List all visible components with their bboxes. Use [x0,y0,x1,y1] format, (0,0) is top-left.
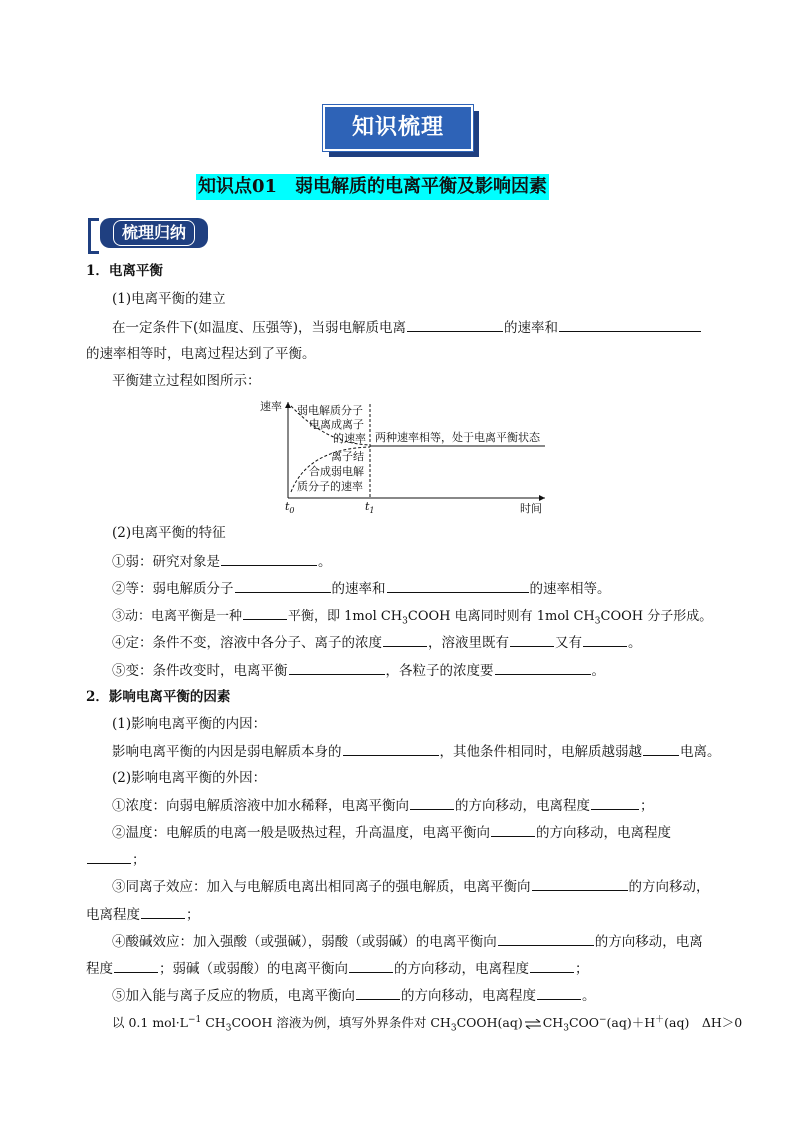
text: 的方向移动， [628,879,710,895]
para-2-3: (2)影响电离平衡的外因： [112,770,267,786]
tag-pill [100,218,208,248]
text: COOH 溶液为例，填写外界条件对 CH [231,1015,451,1030]
text: 电离程度 [86,907,140,923]
para-1-4: 平衡建立过程如图所示： [112,373,261,389]
blank [114,959,158,973]
t0-label: $t_0$ [285,500,295,515]
blank [532,877,628,891]
blank [591,796,639,810]
blank [530,959,574,973]
subscript: 3 [450,1023,457,1034]
blank [343,742,439,756]
text: 的方向移动，电离 [594,934,703,950]
blank [356,986,400,1000]
text: (aq)＋H [606,1015,656,1030]
text: CH [542,1015,564,1030]
superscript: − [599,1014,607,1025]
y-axis-label: 速率 [260,400,282,413]
external-4-cont [86,959,589,978]
upper-label-1: 弱电解质分子 [297,404,363,417]
feature-5 [112,661,605,680]
section-title: 知识梳理 [323,105,473,151]
external-5 [112,986,596,1005]
text: ②等：弱电解质分子 [112,581,234,597]
text: 的速率和 [504,320,559,336]
text: 以 0.1 mol·L [112,1015,188,1030]
text: 的速率和 [331,581,386,597]
blank [221,552,317,566]
subscript: 3 [402,616,408,627]
subscript: 3 [594,616,601,627]
lower-label-1: 离子结 [331,450,364,463]
text: COO [568,1015,599,1030]
equilibrium-label: 两种速率相等，处于电离平衡状态 [375,431,540,444]
para-2-1: (1)影响电离平衡的内因： [112,716,267,732]
para-1-2 [112,318,702,337]
superscript: −1 [187,1014,202,1025]
upper-label-3: 的速率 [333,432,366,445]
text: CH [201,1015,226,1030]
section-title-box [323,105,473,151]
text: 影响电离平衡的内因是弱电解质本身的 [112,744,342,760]
text: 的方向移动，电离程度 [536,825,671,841]
external-1 [112,796,654,815]
x-axis-label: 时间 [520,502,542,515]
text: 程度 [86,961,113,977]
equilibrium-diagram [255,396,555,516]
para-1-3: 的速率相等时，电离过程达到了平衡。 [86,346,316,362]
feature-4 [112,633,642,652]
text: 的方向移动，电离程度 [401,988,536,1004]
para-features: (2)电离平衡的特征 [112,525,226,541]
knowledge-point-title: 知识点01 弱电解质的电离平衡及影响因素 [196,174,549,200]
text: ； [132,852,146,868]
external-3 [112,877,710,896]
subscript: 3 [225,1023,232,1034]
text: ⑤变：条件改变时，电离平衡 [112,663,288,679]
blank [643,742,679,756]
text: 。 [318,554,332,570]
blank [383,633,427,647]
summary-tag [88,218,212,250]
heading-1: 1．电离平衡 [86,263,163,279]
lower-label-2: 合成弱电解 [309,465,364,478]
blank [410,796,454,810]
external-2 [112,823,671,842]
text: COOH 分子形成。 [600,609,713,624]
blank [583,633,627,647]
blank [87,850,131,864]
text: COOH(aq) [456,1015,523,1030]
text: 电离。 [680,744,721,760]
feature-3 [112,606,712,626]
blank [407,318,503,332]
blank [495,661,591,675]
blank [498,932,594,946]
text: ③同离子效应：加入与电解质电离出相同离子的强电解质，电离平衡向 [112,879,531,895]
lower-label-3: 质分子的速率 [297,480,363,493]
blank [537,986,581,1000]
blank [349,959,393,973]
text: ，各粒子的浓度要 [385,663,494,679]
para-2-2 [112,742,721,761]
blank [235,579,331,593]
text: ③动：电离平衡是一种 [112,609,243,624]
text: ； [186,907,200,923]
text: (aq) ΔH＞0 [664,1015,743,1030]
blank [387,579,529,593]
text: ①弱：研究对象是 [112,554,220,570]
blank [510,633,554,647]
feature-2 [112,579,611,598]
text: 的速率相等。 [529,581,611,597]
tag-label: 梳理归纳 [113,220,195,246]
text: ，其他条件相同时，电解质越弱越 [439,744,642,760]
text: ①浓度：向弱电解质溶液中加水稀释，电离平衡向 [112,798,409,814]
feature-1 [112,552,332,571]
subscript: 3 [563,1023,569,1034]
t1-label: $t_1$ [365,500,375,515]
para-1-1: (1)电离平衡的建立 [112,291,226,307]
reversible-arrow-icon [524,1019,542,1029]
text: 平衡，即 1mol CH [288,609,403,624]
text: ④定：条件不变，溶液中各分子、离子的浓度 [112,635,382,651]
superscript: ＋ [655,1014,665,1025]
blank [141,905,185,919]
text: 又有 [555,635,582,651]
external-4 [112,932,703,951]
text: ④酸碱效应：加入强酸（或强碱），弱酸（或弱碱）的电离平衡向 [112,934,497,950]
text: ； [640,798,654,814]
text: ，溶液里既有 [428,635,509,651]
text: 。 [628,635,642,651]
text: ②温度：电解质的电离一般是吸热过程，升高温度，电离平衡向 [112,825,490,841]
text: 的方向移动，电离程度 [455,798,590,814]
blank [491,823,535,837]
external-2-cont [86,850,146,869]
blank [559,318,701,332]
text: 。 [582,988,596,1004]
text: ⑤加入能与离子反应的物质，电离平衡向 [112,988,355,1004]
blank [243,606,287,620]
external-3-cont [86,905,200,924]
blank [289,661,385,675]
upper-label-2: 电离成离子 [309,418,364,431]
text: ； [575,961,589,977]
heading-2: 2．影响电离平衡的因素 [86,689,231,705]
tag-bracket [88,218,99,254]
text: ；弱碱（或弱酸）的电离平衡向 [159,961,348,977]
example-equation [112,1014,742,1032]
text: 。 [591,663,605,679]
text: COOH 电离同时则有 1mol CH [407,609,595,624]
text: 的方向移动，电离程度 [394,961,529,977]
text: 在一定条件下(如温度、压强等)，当弱电解质电离 [112,320,407,336]
